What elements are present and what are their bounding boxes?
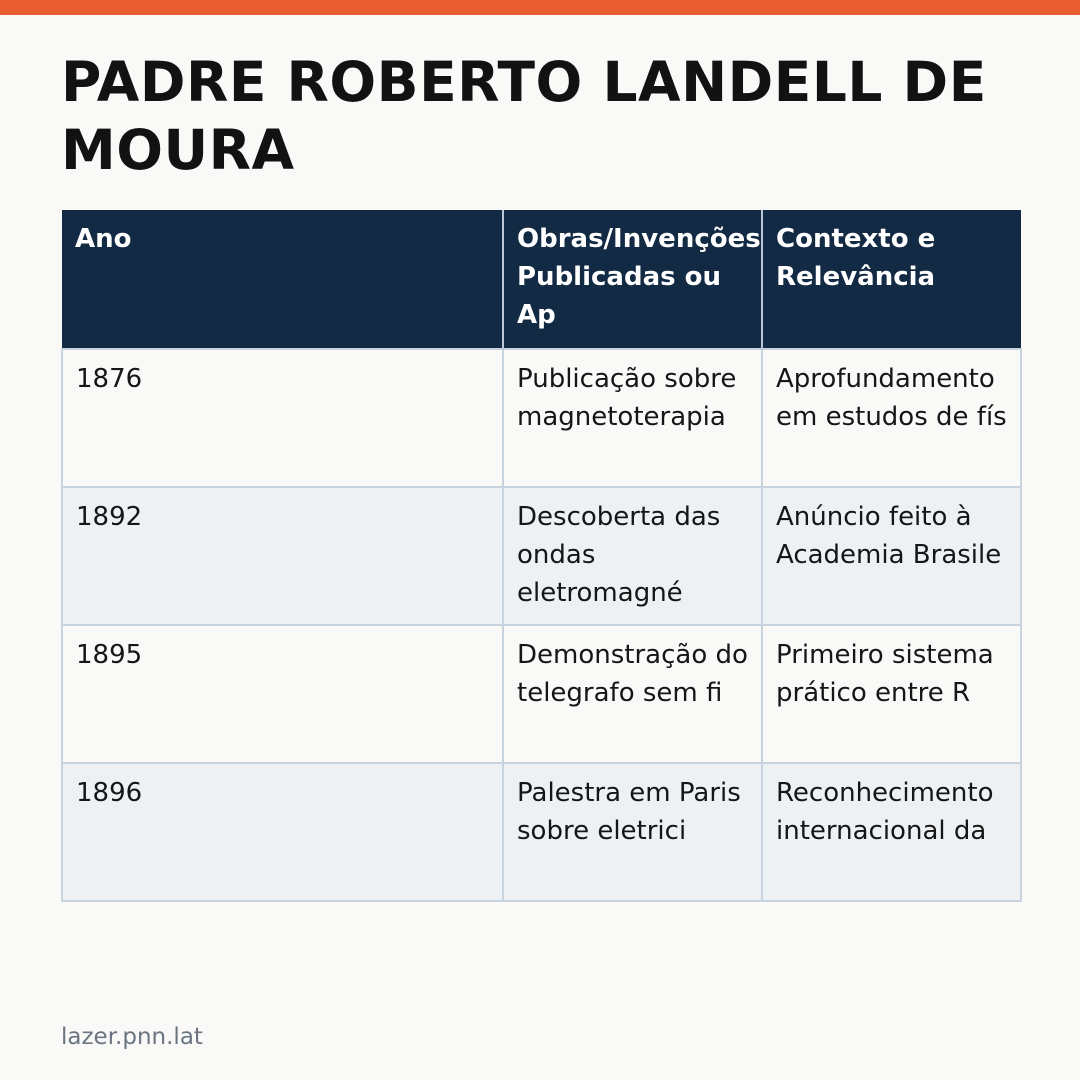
cell-contexto: Aprofundamento em estudos de fís — [762, 349, 1021, 487]
cell-ano: 1892 — [62, 487, 503, 625]
accent-top-bar — [0, 0, 1080, 15]
data-table — [61, 210, 1022, 902]
cell-ano: 1896 — [62, 763, 503, 901]
table-row — [62, 349, 1021, 487]
column-header-obras: Obras/Invenções Publicadas ou Ap — [503, 210, 762, 349]
table-row — [62, 625, 1021, 763]
footer-domain: lazer.pnn.lat — [61, 1024, 203, 1050]
cell-contexto: Primeiro sistema prático entre R — [762, 625, 1021, 763]
cell-ano: 1876 — [62, 349, 503, 487]
cell-contexto: Anúncio feito à Academia Brasile — [762, 487, 1021, 625]
page-title: PADRE ROBERTO LANDELL DE MOURA — [61, 50, 987, 182]
table-row — [62, 487, 1021, 625]
column-header-contexto: Contexto e Relevância — [762, 210, 1021, 349]
cell-ano: 1895 — [62, 625, 503, 763]
cell-obra: Demonstração do telegrafo sem fi — [503, 625, 762, 763]
table-header-row — [62, 210, 1021, 349]
cell-obra: Publicação sobre magnetoterapia — [503, 349, 762, 487]
column-header-ano: Ano — [62, 210, 503, 349]
cell-contexto: Reconhecimento internacional da — [762, 763, 1021, 901]
cell-obra: Descoberta das ondas eletromagné — [503, 487, 762, 625]
data-table-container — [61, 210, 1020, 902]
cell-obra: Palestra em Paris sobre eletrici — [503, 763, 762, 901]
table-row — [62, 763, 1021, 901]
